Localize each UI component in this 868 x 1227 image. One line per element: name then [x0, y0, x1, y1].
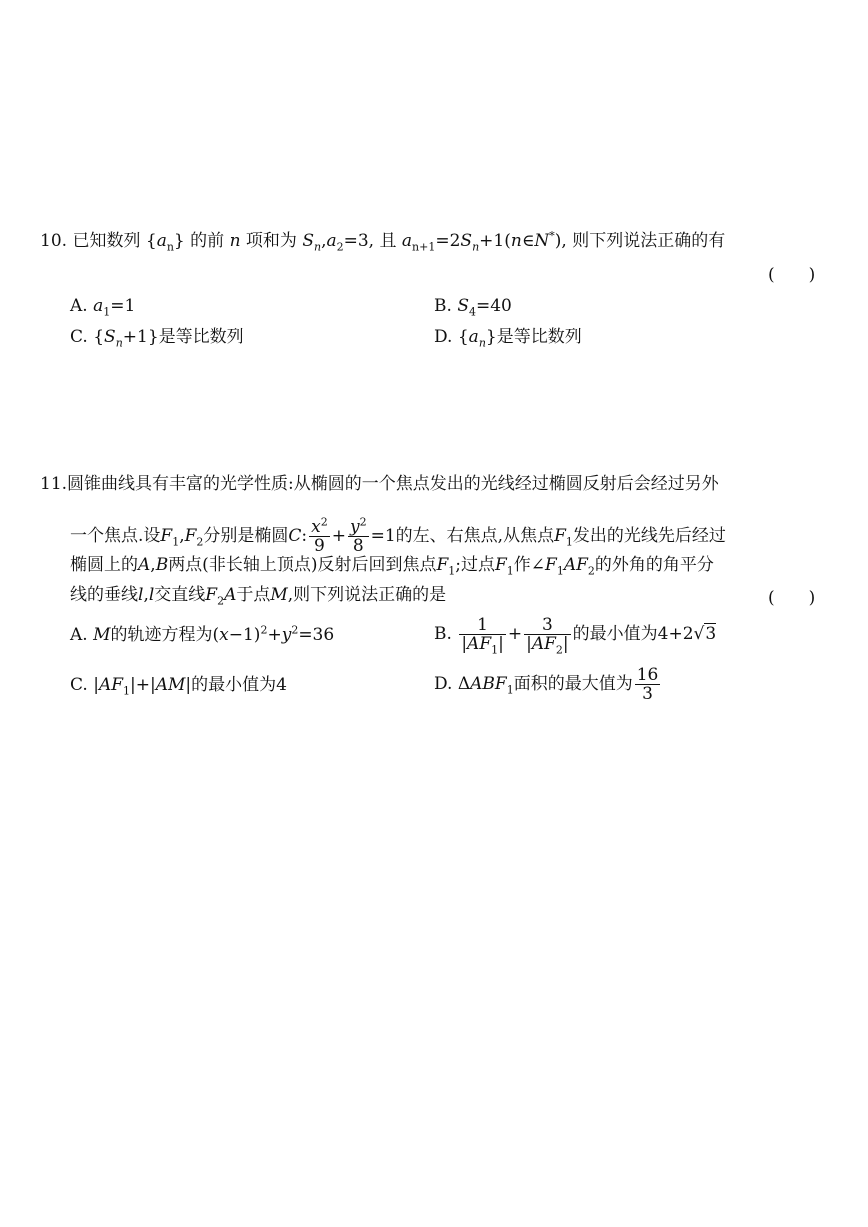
q11-stem-line1: 11.圆锥曲线具有丰富的光学性质:从椭圆的一个焦点发出的光线经过椭圆反射后会经过另外 [40, 474, 719, 494]
q11-number: 11. [40, 474, 68, 494]
q11-stem-line4: 线的垂线l,l交直线$F_2A$于点M,则下列说法正确的是 [70, 585, 447, 608]
q11-answer-parens: ( ) [768, 588, 816, 608]
q11-option-c: C. $|AF_1|+|AM|$的最小值为4 [70, 675, 287, 698]
q10-option-c: C. $\{S_n+1\}$是等比数列 [70, 327, 244, 350]
q11-stem-line2: 一个焦点.设$F_1,F_2$分别是椭圆C: $\frac{x^2}{9}$ + $\frac{y^2}{8}$ =1的左、右焦点,从焦点$F_1$发出的光线先后经过 [70, 515, 726, 556]
q10-option-d: D. $\{a_n\}$是等比数列 [434, 327, 582, 350]
q10-answer-parens: ( ) [768, 265, 816, 285]
q10-number: 10. [40, 231, 68, 251]
q11-stem-line3: 椭圆上的A,B两点(非长轴上顶点)反射后回到焦点$F_1$;过点$F_1$作$\angle F_1AF_2$的外角的角平分 [70, 555, 714, 578]
q11-option-b: B. $\frac{1}{|AF_1|}$ + $\frac{3}{|AF_2|}$ 的最小值为4+2√3 [434, 615, 717, 657]
q10-option-b: B. $S_4=40$ [434, 296, 512, 319]
q10-option-a: A. $a_1=1$ [70, 296, 136, 319]
q11-option-a: A. M的轨迹方程为$(x-1)^2+y^2=36$ [70, 623, 335, 645]
q11-option-d: D. $\Delta ABF_1$面积的最大值为 $\frac{16}{3}$ [434, 665, 659, 704]
q10-stem: 10. 已知数列 $\{a_n\}$ 的前 n 项和为 $S_n,a_2=3$, 且 $a_{n+1}=2S_n+1(n\in N^*)$, 则下列说法正确的有 [40, 229, 726, 254]
